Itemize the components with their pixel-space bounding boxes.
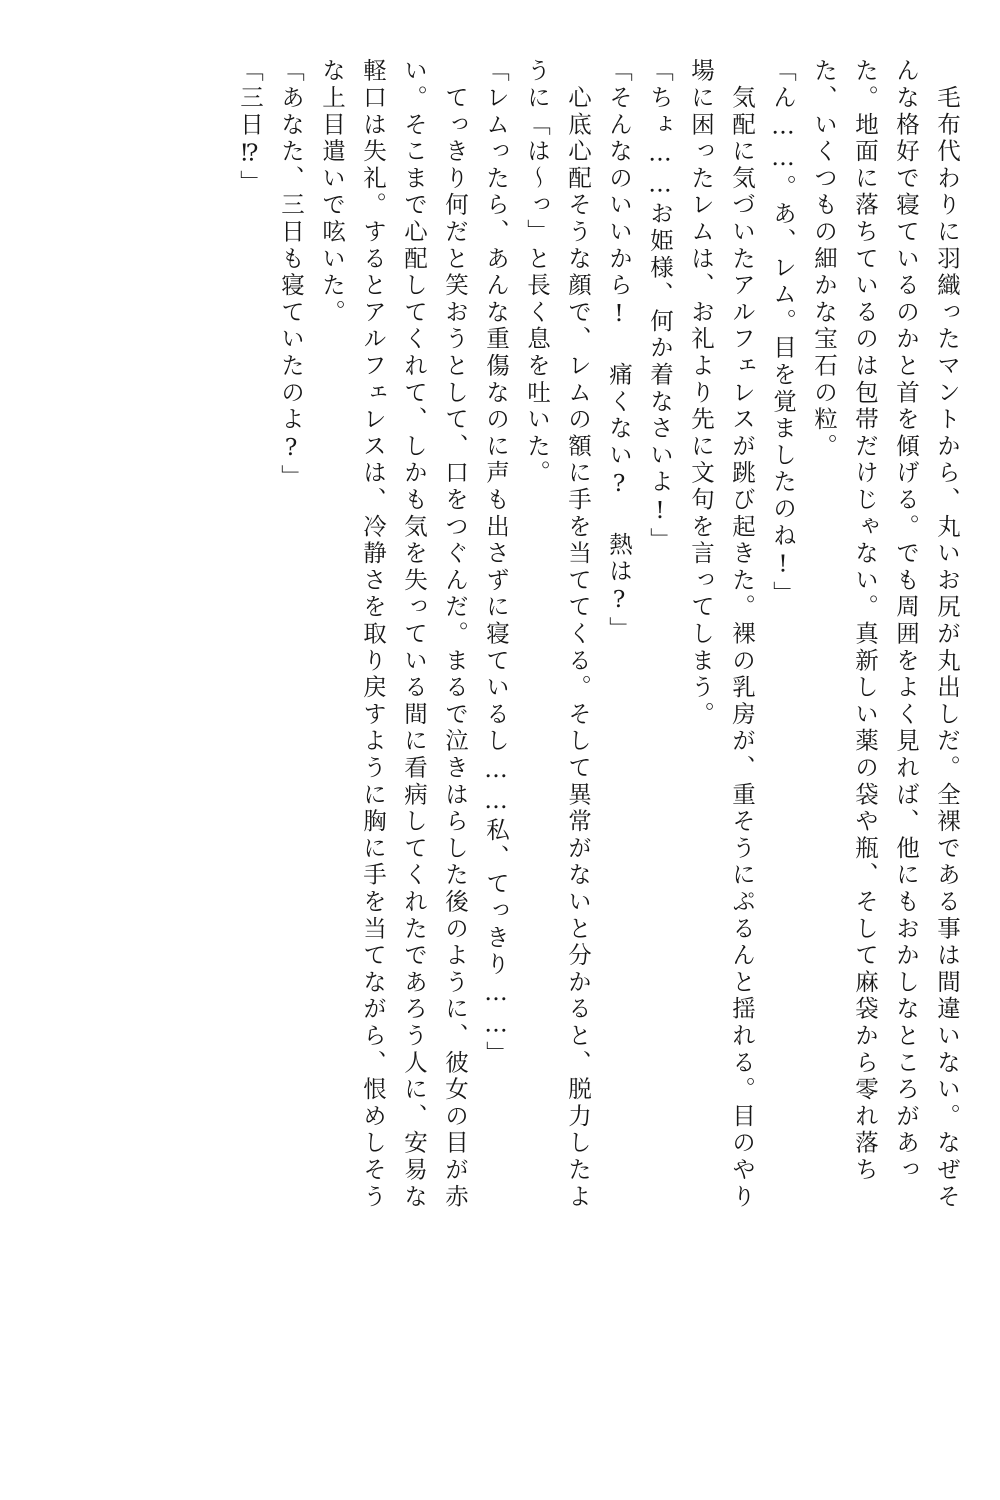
text-column: 「あなた、三日も寝ていたのよ?」 — [277, 58, 305, 492]
text-column: 毛布代わりに羽織ったマントから、丸いお尻が丸出しだ。全裸である事は間違いない。なぜそ — [933, 58, 961, 1211]
text-column: 気配に気づいたアルフェレスが跳び起きた。裸の乳房が、重そうにぷるんと揺れる。目のやり — [728, 58, 756, 1211]
text-column: な上目遣いで呟いた。 — [318, 58, 346, 326]
text-column: てっきり何だと笑おうとして、口をつぐんだ。まるで泣きはらした後のように、彼女の目が赤 — [441, 58, 469, 1211]
text-column: 場に困ったレムは、お礼より先に文句を言ってしまう。 — [687, 58, 715, 728]
text-column: うに「は～っ」と長く息を吐いた。 — [523, 58, 551, 487]
text-column: た、いくつもの細かな宝石の粒。 — [810, 58, 838, 460]
text-column: んな格好で寝ているのかと首を傾げる。でも周囲をよく見れば、他にもおかしなところがあっ — [892, 58, 920, 1184]
novel-text-body — [60, 58, 961, 1430]
text-column: 「ちょ……お姫様、何か着なさいよ!」 — [646, 58, 674, 554]
text-column: い。そこまで心配してくれて、しかも気を失っている間に看病してくれたであろう人に、安易な — [400, 58, 428, 1211]
text-column: 「三日⁉」 — [236, 58, 264, 197]
text-column: 「レムったら、あんな重傷なのに声も出さずに寝ているし……私、てっきり……」 — [482, 58, 510, 1068]
text-column: 「ん……。あ、レム。目を覚ましたのね!」 — [769, 58, 797, 608]
text-column: た。地面に落ちているのは包帯だけじゃない。真新しい薬の袋や瓶、そして麻袋から零れ落ち — [851, 58, 879, 1184]
text-column: 心底心配そうな顔で、レムの額に手を当ててくる。そして異常がないと分かると、脱力したよ — [564, 58, 592, 1211]
text-column: 「そんなのいいから! 痛くない? 熱は?」 — [605, 58, 633, 644]
text-column: 軽口は失礼。するとアルフェレスは、冷静さを取り戻すように胸に手を当てながら、恨めしそう — [359, 58, 387, 1211]
